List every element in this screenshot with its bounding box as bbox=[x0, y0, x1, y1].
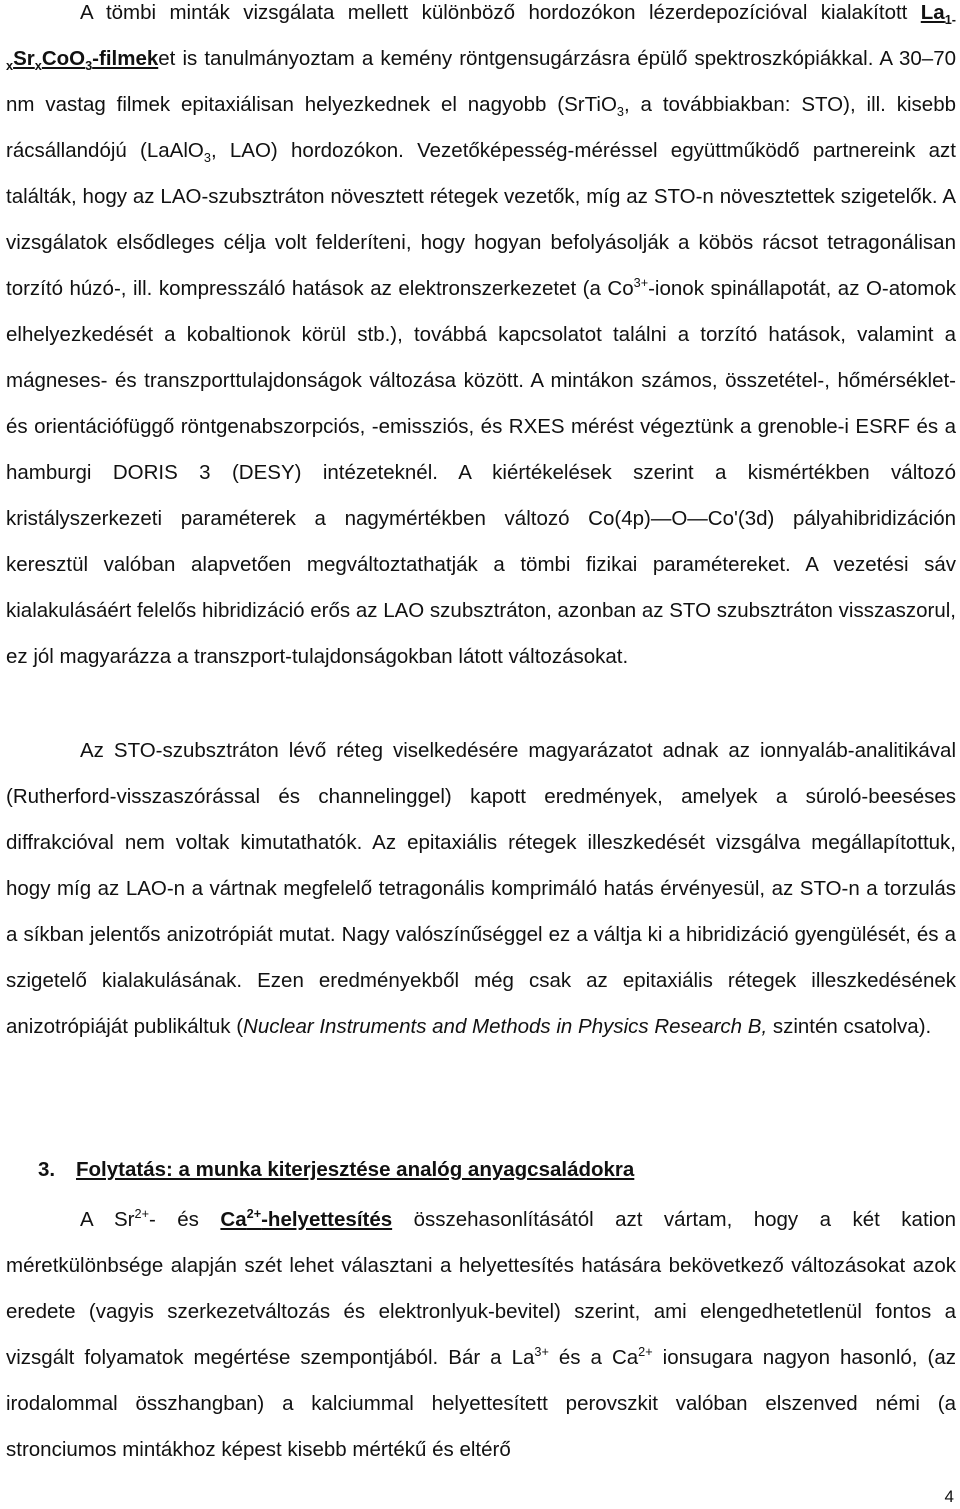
superscript: 3+ bbox=[534, 1344, 549, 1360]
text-run: , LAO) hordozókon. Vezetőképesség-méréssel együttműködő partnereink azt találták, hogy az LAO-szubsztráton növesztett rétegek vezetők, míg az STO-n növesztettek szigetelők. A vizsgálatok elsődleges célja volt felderíteni, hogy hogyan befolyásolják a köbös rácsot tetragonálisan torzító húzó-, ill. kompresszáló hatások az elektronszerkezetet (a Co bbox=[6, 139, 957, 300]
formula-part: -helyettesítés bbox=[261, 1208, 393, 1231]
superscript: 2+ bbox=[638, 1344, 653, 1360]
superscript: 2+ bbox=[134, 1206, 149, 1222]
text-run: szintén csatolva). bbox=[767, 1015, 932, 1038]
formula-part: -filmek bbox=[92, 47, 159, 70]
section-title: Folytatás: a munka kiterjesztése analóg anyagcsaládokra bbox=[76, 1158, 635, 1181]
formula-part: Sr bbox=[13, 47, 35, 70]
formula-part: CoO bbox=[41, 47, 86, 70]
formula-part: Ca bbox=[220, 1208, 247, 1231]
subscript: 3 bbox=[616, 104, 624, 120]
text-run: - és bbox=[149, 1208, 221, 1231]
text-run: , a továbbiakban: STO), ill. kisebb rácsállandójú (LaAlO bbox=[6, 93, 957, 162]
text-run: A Sr bbox=[80, 1208, 135, 1231]
section-number: 3. bbox=[38, 1158, 56, 1181]
subscript: 3 bbox=[203, 150, 211, 166]
formula-subscript: x bbox=[34, 58, 42, 74]
page-number: 4 bbox=[944, 1487, 954, 1506]
superscript: 2+ bbox=[246, 1206, 262, 1222]
text-run: -ionok spinállapotát, az O-atomok elhelyezkedését a kobaltionok körül stb.), továbbá kapcsolatot találni a torzító hatások, valamint a mágneses- és transzporttulajdonságok változása között. A mintákon számos, összetétel-, hőmérséklet- és orientációfüggő röntgenabszorpciós, -emissziós, és RXES mérést végeztünk a grenoble-i ESRF és a hamburgi DORIS 3 (DESY) intézeteknél. A kiértékelések szerint a kismértékben változó kristályszerkezeti paraméterek a nagymértékben változó Co(4p)—O—Co'(3d) pályahibridizáción keresztül valóban alapvetően megváltoztathatják a tömbi fizikai paramétereket. A vezetési sáv kialakulásáért felelős hibridizáció erős az LAO szubsztráton, azonban az STO szubsztráton visszaszorul, ez jól magyarázza a transzport-tulajdonságokban látott változásokat. bbox=[6, 277, 956, 668]
text-run: és a Ca bbox=[548, 1346, 639, 1369]
paragraph-ca-substitution bbox=[0, 1197, 960, 1473]
formula-subscript: 3 bbox=[85, 58, 93, 74]
section-heading bbox=[38, 1147, 634, 1193]
text-run: A tömbi minták vizsgálata mellett különböző hordozókon lézerdepozícióval kialakított bbox=[80, 1, 921, 24]
ca-substitution-term bbox=[220, 1208, 392, 1231]
text-run: ionsugara nagyon hasonló, (az irodalommal összhangban) a kalciummal helyettesített perovszkit valóban elszenved némi (a stronciumos mintákhoz képest kisebb mértékű és eltérő bbox=[6, 1346, 956, 1461]
text-run: et is tanulmányoztam a kemény röntgensugárzásra épülő spektroszkópiákkal. A 30–70 nm vastag filmek epitaxiálisan helyezkednek el nagyobb (SrTiO bbox=[6, 47, 956, 116]
formula-subscript: 1-x bbox=[6, 12, 956, 74]
paragraph-sto-substrate bbox=[0, 728, 960, 1050]
paragraph-thin-films bbox=[0, 0, 960, 680]
text-run: Az STO-szubsztráton lévő réteg viselkedésére magyarázatot adnak az ionnyaláb-analitikával (Rutherford-visszaszórással és channelinggel) kapott eredmények, amelyek a súroló-beeséses diffrakcióval nem voltak kimutathatók. Az epitaxiális rétegek illeszkedését vizsgálva megállapítottuk, hogy míg az LAO-n a vártnak megfelelő tetragonális komprimáló hatás érvényesül, az STO-n a torzulás a síkban jelentős anizotrópiát mutat. Nagy valószínűséggel ez a váltja ki a hibridizáció gyengülését, és a szigetelő kialakulásának. Ezen eredményekből még csak az epitaxiális rétegek illeszkedésének anizotrópiáját publikáltuk ( bbox=[6, 739, 956, 1038]
journal-title: Nuclear Instruments and Methods in Physics Research B, bbox=[243, 1015, 768, 1038]
text-run: összehasonlításától azt vártam, hogy a két kation méretkülönbsége alapján szét lehet választani a helyettesítés hatására bekövetkező változásokat azok eredete (vagyis szerkezetváltozás és elektronlyuk-bevitel) szerint, ami elengedhetetlenül fontos a vizsgált folyamatok megértése szempontjából. Bár a La bbox=[6, 1208, 957, 1369]
formula-part: La bbox=[920, 1, 945, 24]
superscript: 3+ bbox=[633, 275, 649, 291]
